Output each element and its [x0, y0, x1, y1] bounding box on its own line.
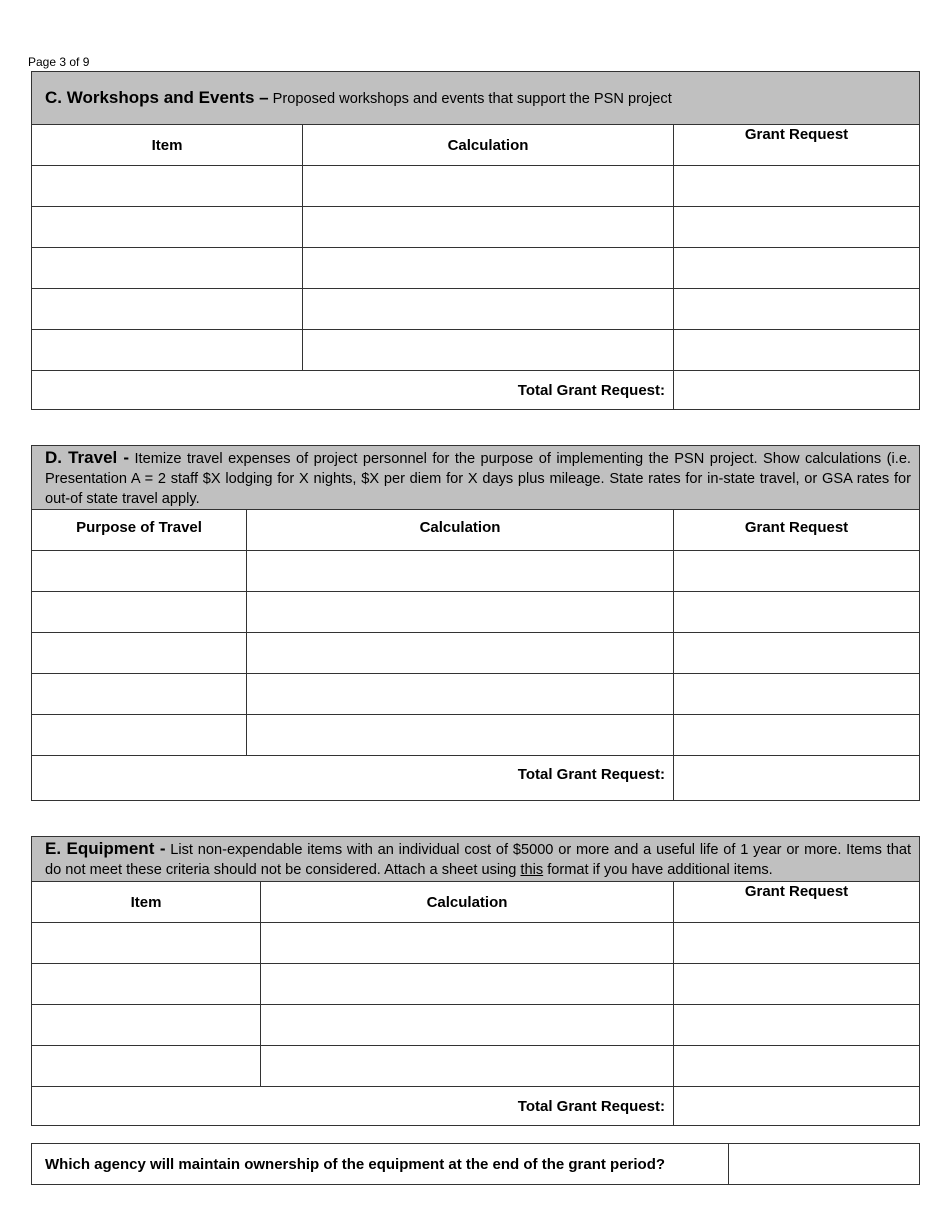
this-format-link[interactable]: this [520, 862, 544, 878]
total-grant-request-input-cell[interactable] [674, 371, 919, 410]
item-input-cell[interactable] [32, 1046, 261, 1086]
calculation-input-cell[interactable] [247, 674, 674, 714]
header-row [32, 125, 919, 166]
grant-request-input-cell[interactable] [674, 1046, 919, 1086]
grant-request-input-cell[interactable] [674, 207, 919, 247]
section-c-header [32, 72, 919, 125]
ownership-question-label: Which agency will maintain ownership of the equipment at the end of the grant period? [32, 1144, 729, 1184]
section-c-description: Proposed workshops and events that support the PSN project [268, 91, 672, 107]
total-grant-request-input-cell[interactable] [674, 1087, 919, 1126]
header-row [32, 510, 919, 551]
total-row [32, 756, 919, 801]
header-row [32, 882, 919, 923]
calculation-input-cell[interactable] [261, 1005, 674, 1045]
total-grant-request-label: Total Grant Request: [32, 1087, 674, 1126]
section-c-title: C. Workshops and Events – [45, 88, 269, 107]
table-row [32, 674, 919, 715]
section-e-equipment-table [31, 836, 920, 1126]
calculation-input-cell[interactable] [261, 964, 674, 1004]
ownership-row [32, 1144, 919, 1184]
equipment-ownership-question [31, 1143, 920, 1185]
table-row [32, 551, 919, 592]
item-input-cell[interactable] [32, 207, 303, 247]
section-d-title: D. Travel - [45, 448, 130, 467]
col-header-item: Item [32, 125, 303, 165]
table-row [32, 633, 919, 674]
item-input-cell[interactable] [32, 166, 303, 206]
calculation-input-cell[interactable] [247, 633, 674, 673]
item-input-cell[interactable] [32, 248, 303, 288]
item-input-cell[interactable] [32, 964, 261, 1004]
section-e-header [32, 837, 919, 882]
col-header-purpose-of-travel: Purpose of Travel [32, 510, 247, 550]
item-input-cell[interactable] [32, 289, 303, 329]
table-row [32, 592, 919, 633]
section-e-title: E. Equipment - [45, 839, 166, 858]
item-input-cell[interactable] [32, 923, 261, 963]
table-row [32, 1005, 919, 1046]
col-header-calculation: Calculation [247, 510, 674, 550]
table-row [32, 964, 919, 1005]
calculation-input-cell[interactable] [303, 166, 674, 206]
table-row [32, 715, 919, 756]
section-c-workshops-table [31, 71, 920, 410]
grant-request-input-cell[interactable] [674, 330, 919, 370]
grant-request-input-cell[interactable] [674, 289, 919, 329]
col-header-grant-request: Grant Request [744, 883, 849, 900]
calculation-input-cell[interactable] [247, 715, 674, 755]
item-input-cell[interactable] [32, 330, 303, 370]
table-row [32, 207, 919, 248]
table-row [32, 330, 919, 371]
col-header-calculation: Calculation [261, 882, 674, 922]
calculation-input-cell[interactable] [261, 923, 674, 963]
calculation-input-cell[interactable] [247, 551, 674, 591]
ownership-answer-input-cell[interactable] [729, 1144, 919, 1184]
table-row [32, 289, 919, 330]
col-header-item: Item [32, 882, 261, 922]
col-header-grant-request: Grant Request [744, 519, 849, 536]
section-e-description-start: List non-expendable items with an individual cost of $5000 or more and a useful life of 1 year or more. Items that do not meet these criteria should not be considered. Attach a sheet using [45, 842, 912, 878]
grant-request-input-cell[interactable] [674, 166, 919, 206]
calculation-input-cell[interactable] [303, 207, 674, 247]
section-d-description: Itemize travel expenses of project personnel for the purpose of implementing the PSN project. Show calculations (i.e. Presentation A = 2 staff $X lodging for X nights, $X per diem for X days plus mileage. State rates for in-state travel, or GSA rates for out-of state travel apply. [45, 451, 911, 507]
grant-request-input-cell[interactable] [674, 551, 919, 591]
table-row [32, 923, 919, 964]
grant-request-input-cell[interactable] [674, 715, 919, 755]
grant-request-input-cell[interactable] [674, 592, 919, 632]
total-grant-request-label: Total Grant Request: [32, 756, 674, 801]
purpose-input-cell[interactable] [32, 715, 247, 755]
grant-request-input-cell[interactable] [674, 923, 919, 963]
table-row [32, 1046, 919, 1087]
calculation-input-cell[interactable] [247, 592, 674, 632]
purpose-input-cell[interactable] [32, 551, 247, 591]
grant-request-input-cell[interactable] [674, 633, 919, 673]
calculation-input-cell[interactable] [303, 330, 674, 370]
grant-request-input-cell[interactable] [674, 674, 919, 714]
calculation-input-cell[interactable] [261, 1046, 674, 1086]
table-row [32, 248, 919, 289]
page-number: Page 3 of 9 [28, 55, 90, 69]
total-row [32, 1087, 919, 1126]
total-row [32, 371, 919, 410]
table-row [32, 166, 919, 207]
col-header-calculation: Calculation [303, 125, 674, 165]
total-grant-request-input-cell[interactable] [674, 756, 919, 801]
total-grant-request-label: Total Grant Request: [32, 371, 674, 410]
purpose-input-cell[interactable] [32, 674, 247, 714]
item-input-cell[interactable] [32, 1005, 261, 1045]
section-d-travel-table [31, 445, 920, 801]
col-header-grant-request: Grant Request [744, 126, 849, 143]
calculation-input-cell[interactable] [303, 248, 674, 288]
calculation-input-cell[interactable] [303, 289, 674, 329]
grant-request-input-cell[interactable] [674, 1005, 919, 1045]
grant-request-input-cell[interactable] [674, 964, 919, 1004]
purpose-input-cell[interactable] [32, 592, 247, 632]
purpose-input-cell[interactable] [32, 633, 247, 673]
section-e-description-end: format if you have additional items. [543, 862, 773, 878]
grant-request-input-cell[interactable] [674, 248, 919, 288]
section-d-header [32, 446, 919, 510]
